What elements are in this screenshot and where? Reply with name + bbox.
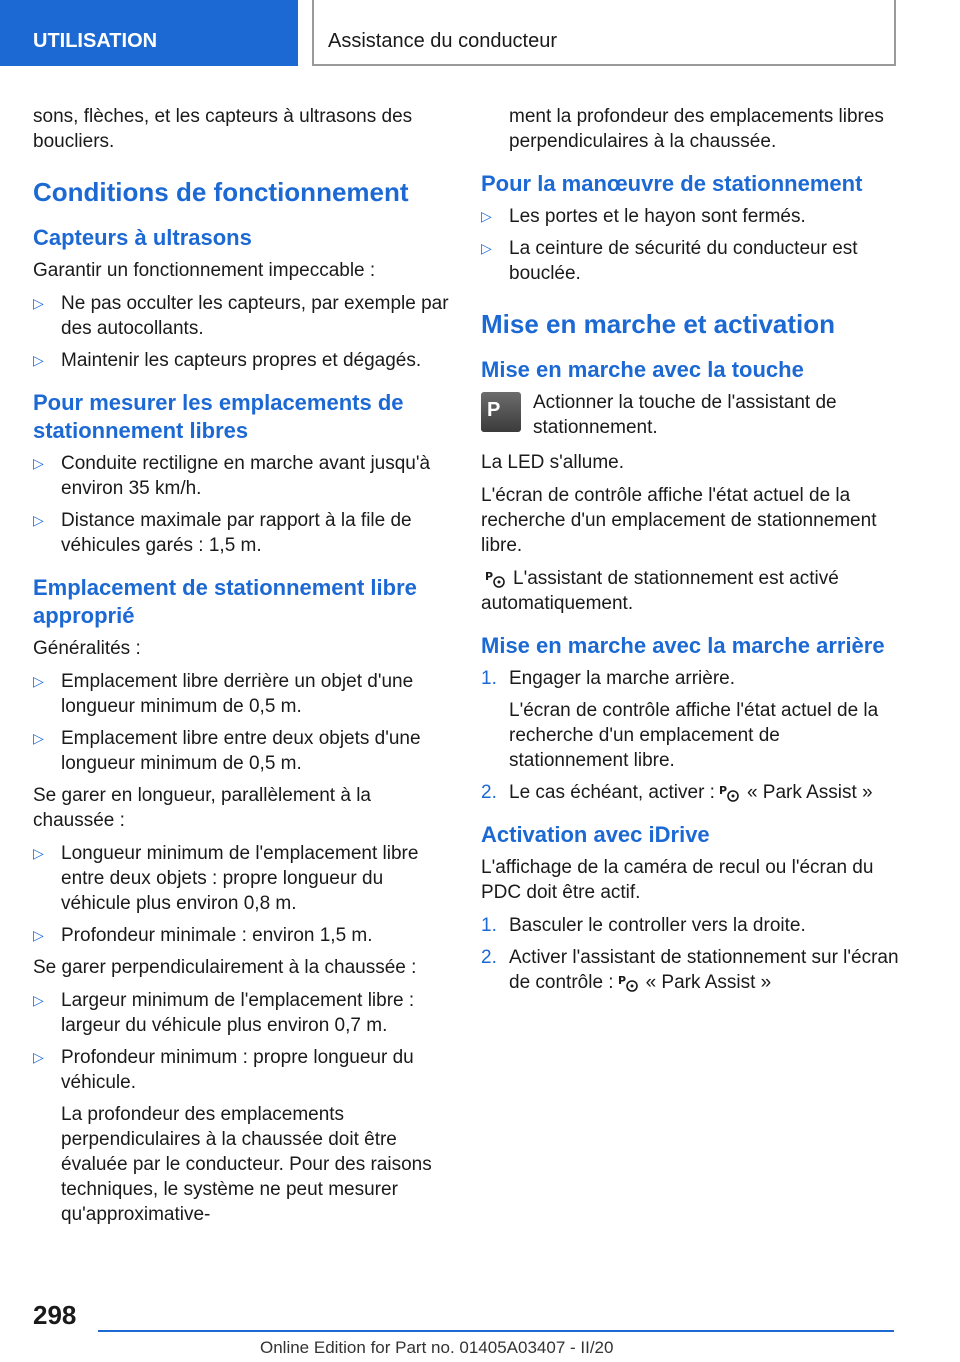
paragraph: Se garer perpendiculairement à la chaussée : — [33, 957, 417, 978]
list-item: 1. Basculer le controller vers la droite. — [481, 915, 806, 936]
list-item: ▷ Profondeur minimum : propre longueur du véhicule. — [33, 1045, 453, 1095]
button-instruction — [481, 390, 901, 440]
list-item: 1. Engager la marche arrière. — [481, 668, 735, 689]
heading-idrive: Activation avec iDrive — [481, 822, 710, 847]
list-item: ▷ La ceinture de sécurité du conducteur est bouclée. — [481, 236, 901, 286]
paragraph: La LED s'allume. — [481, 452, 625, 473]
auto-activation-text: P L'assistant de stationnement est activé automatiquement. — [481, 568, 839, 614]
continued-text: ment la profondeur des emplacements libres perpendiculaires à la chaussée. — [509, 106, 884, 152]
paragraph: Se garer en longueur, parallèlement à la chaussée : — [33, 785, 372, 831]
list-item: ▷ Ne pas occulter les capteurs, par exemple par des autocollants. — [33, 291, 453, 341]
paragraph: L'écran de contrôle affiche l'état actuel de la recherche d'un emplacement de stationnement libre. — [481, 485, 877, 556]
edition-note: Online Edition for Part no. 01405A03407 - II/20 — [260, 1338, 614, 1357]
heading-reverse-start: Mise en marche avec la marche arrière — [481, 633, 885, 658]
list-item: ▷ Maintenir les capteurs propres et dégagés. — [33, 348, 453, 373]
heading-conditions: Conditions de fonctionnement — [33, 177, 409, 207]
footer-divider — [98, 1330, 894, 1332]
list-item: ▷ Conduite rectiligne en marche avant jusqu'à environ 35 km/h. — [33, 451, 453, 501]
paragraph: Généralités : — [33, 638, 141, 659]
park-assist-button-icon: P — [481, 392, 521, 432]
left-column — [33, 104, 453, 1234]
section-tab: UTILISATION — [0, 0, 298, 66]
list-item: 2. Activer l'assistant de stationnement sur l'écran de contrôle : P « Park Assist » — [481, 947, 899, 993]
svg-text:P: P — [617, 973, 626, 987]
list-item: ▷ Emplacement libre derrière un objet d'une longueur minimum de 0,5 m. — [33, 669, 453, 719]
svg-text:P: P — [485, 569, 494, 583]
list-item: ▷ Les portes et le hayon sont fermés. — [481, 204, 901, 229]
list-item: 2. Le cas échéant, activer : P « Park Assist » — [481, 782, 873, 803]
heading-suitable-space: Emplacement de stationnement libre approprié — [33, 575, 417, 628]
park-assist-icon — [719, 783, 741, 803]
heading-button-start: Mise en marche avec la touche — [481, 357, 804, 382]
list-item: ▷ Longueur minimum de l'emplacement libre entre deux objets : propre longueur du véhicule plus environ 0,8 m. — [33, 841, 453, 916]
heading-maneuver: Pour la manœuvre de stationnement — [481, 171, 863, 196]
heading-activation: Mise en marche et activation — [481, 309, 836, 339]
page-number: 298 — [33, 1300, 77, 1330]
svg-text:P: P — [718, 783, 728, 797]
paragraph: Garantir un fonctionnement impeccable : — [33, 260, 376, 281]
list-item: ▷ Largeur minimum de l'emplacement libre : largeur du véhicule plus environ 0,7 m. — [33, 988, 453, 1038]
park-assist-icon — [485, 569, 507, 589]
list-item: ▷ Distance maximale par rapport à la file de véhicules garés : 1,5 m. — [33, 508, 453, 558]
step-detail: L'écran de contrôle affiche l'état actuel de la recherche d'un emplacement de stationnement libre. — [509, 700, 879, 771]
chapter-title: Assistance du conducteur — [312, 0, 896, 66]
list-item: ▷ Emplacement libre entre deux objets d'une longueur minimum de 0,5 m. — [33, 726, 453, 776]
park-assist-icon — [618, 973, 640, 993]
list-item: ▷ Profondeur minimale : environ 1,5 m. — [33, 923, 453, 948]
heading-ultrasonic: Capteurs à ultrasons — [33, 225, 252, 250]
note-text: La profondeur des emplacements perpendiculaires à la chaussée doit être évaluée par le conducteur. Pour des raisons techniques, le système ne peut mesurer qu'approximative- — [61, 1104, 432, 1225]
heading-measure: Pour mesurer les emplacements de stationnement libres — [33, 390, 404, 443]
intro-text: sons, flèches, et les capteurs à ultrasons des boucliers. — [33, 106, 413, 152]
paragraph: L'affichage de la caméra de recul ou l'écran du PDC doit être actif. — [481, 857, 874, 903]
paragraph: Actionner la touche de l'assistant de stationnement. — [533, 392, 837, 438]
right-column — [481, 104, 901, 1002]
page-header — [0, 0, 960, 66]
